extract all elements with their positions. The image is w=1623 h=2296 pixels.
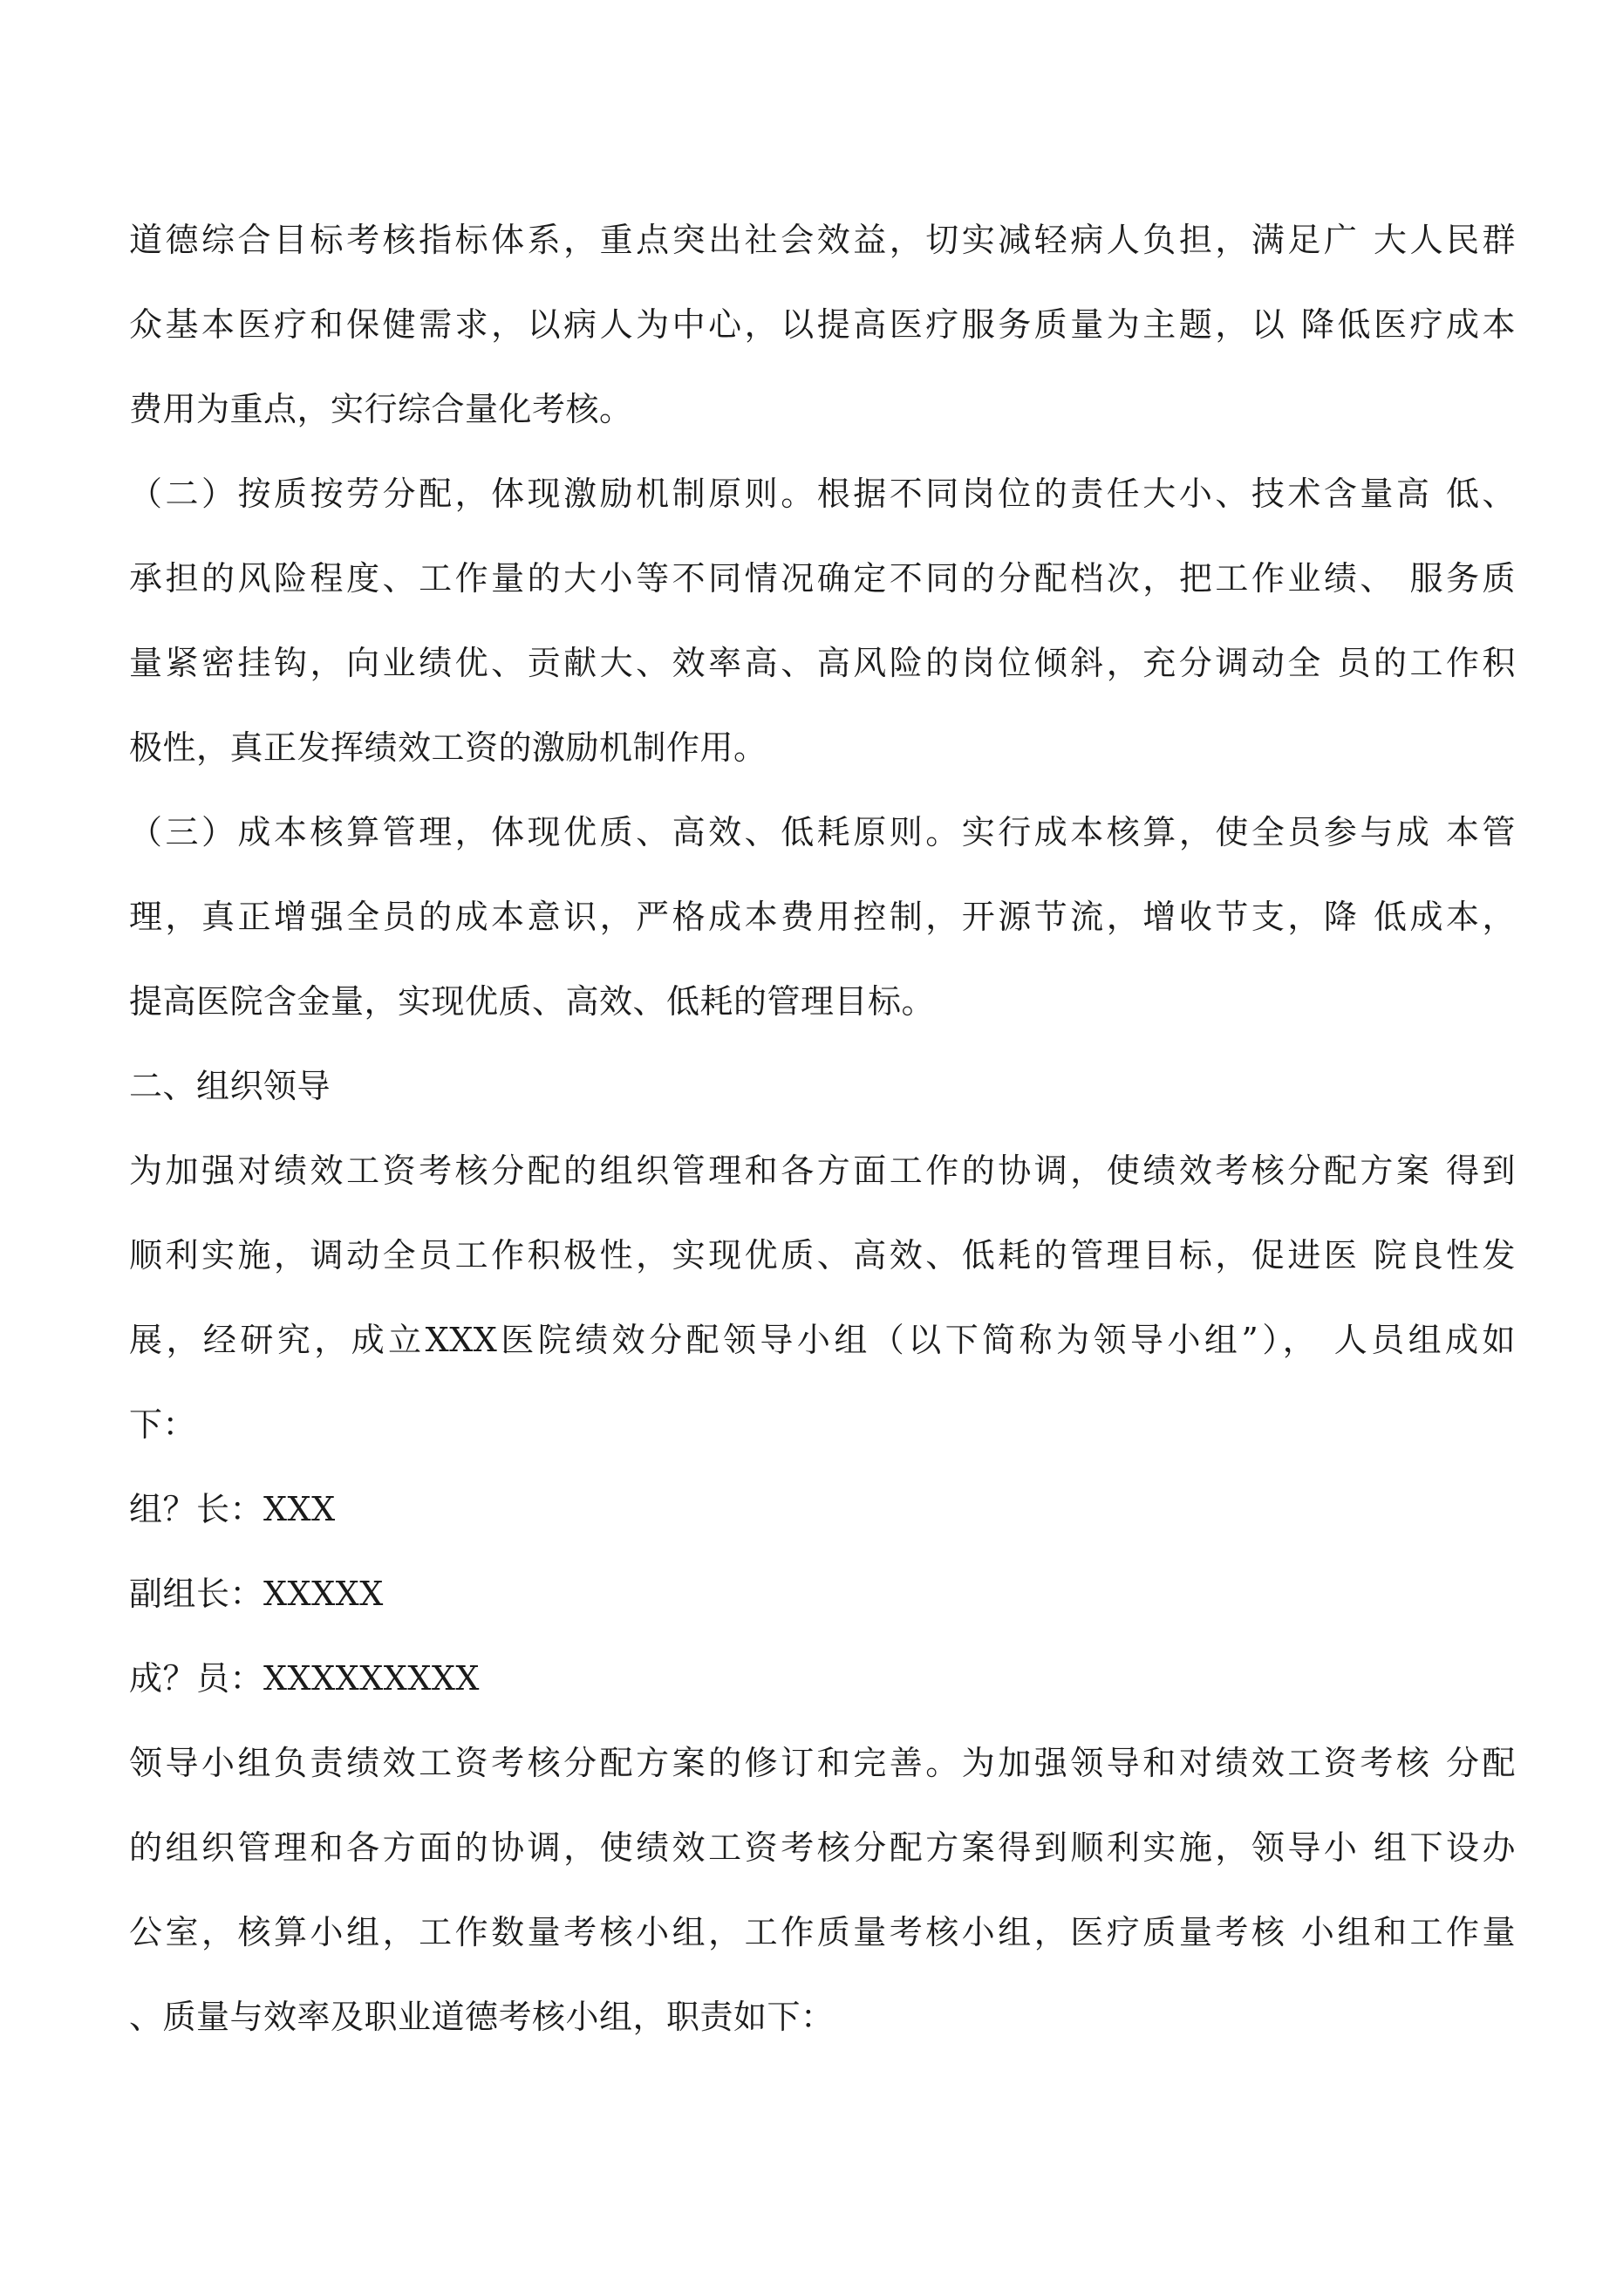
member-leader: 组？长：XXX	[129, 1490, 336, 1528]
text-line-19: 领导小组负责绩效工资考核分配方案的修订和完善。为加强领导和对绩效工资考核 分配	[129, 1744, 1516, 1782]
text-line-12: 为加强对绩效工资考核分配的组织管理和各方面工作的协调，使绩效考核分配方案 得到	[129, 1151, 1516, 1190]
text-line-20: 的组织管理和各方面的协调，使绩效工资考核分配方案得到顺利实施，领导小 组下设办	[129, 1828, 1516, 1867]
text-line-4: （二）按质按劳分配，体现激励机制原则。根据不同岗位的责任大小、技术含量高 低、	[129, 475, 1516, 513]
text-line-2: 众基本医疗和保健需求，以病人为中心，以提高医疗服务质量为主题，以 降低医疗成本	[129, 305, 1516, 344]
text-line-21: 公室，核算小组，工作数量考核小组，工作质量考核小组，医疗质量考核 小组和工作量	[129, 1913, 1516, 1951]
text-line-3: 费用为重点，实行综合量化考核。	[129, 390, 633, 428]
text-line-15: 下：	[129, 1405, 197, 1444]
text-line-7: 极性，真正发挥绩效工资的激励机制作用。	[129, 728, 767, 767]
text-line-13: 顺利实施，调动全员工作积极性，实现优质、高效、低耗的管理目标，促进医 院良性发	[129, 1236, 1516, 1274]
text-line-6: 量紧密挂钩，向业绩优、贡献大、效率高、高风险的岗位倾斜，充分调动全 员的工作积	[129, 644, 1516, 682]
text-line-22: 、质量与效率及职业道德考核小组，职责如下：	[129, 1998, 835, 2036]
member-members: 成？员：XXXXXXXXX	[129, 1659, 480, 1698]
text-line-14: 展，经研究，成立XXX医院绩效分配领导小组（以下简称为领导小组”）， 人员组成如	[129, 1321, 1516, 1359]
text-line-1: 道德综合目标考核指标体系，重点突出社会效益，切实减轻病人负担，满足广 大人民群	[129, 221, 1516, 259]
text-line-5: 承担的风险程度、工作量的大小等不同情况确定不同的分配档次，把工作业绩、 服务质	[129, 559, 1516, 598]
text-line-9: 理，真正增强全员的成本意识，严格成本费用控制，开源节流，增收节支，降 低成本，	[129, 898, 1516, 936]
text-line-8: （三）成本核算管理，体现优质、高效、低耗原则。实行成本核算，使全员参与成 本管	[129, 813, 1516, 851]
section-heading: 二、组织领导	[129, 1067, 331, 1105]
text-line-10: 提高医院含金量，实现优质、高效、低耗的管理目标。	[129, 982, 936, 1021]
member-vice-leader: 副组长：XXXXX	[129, 1575, 384, 1613]
